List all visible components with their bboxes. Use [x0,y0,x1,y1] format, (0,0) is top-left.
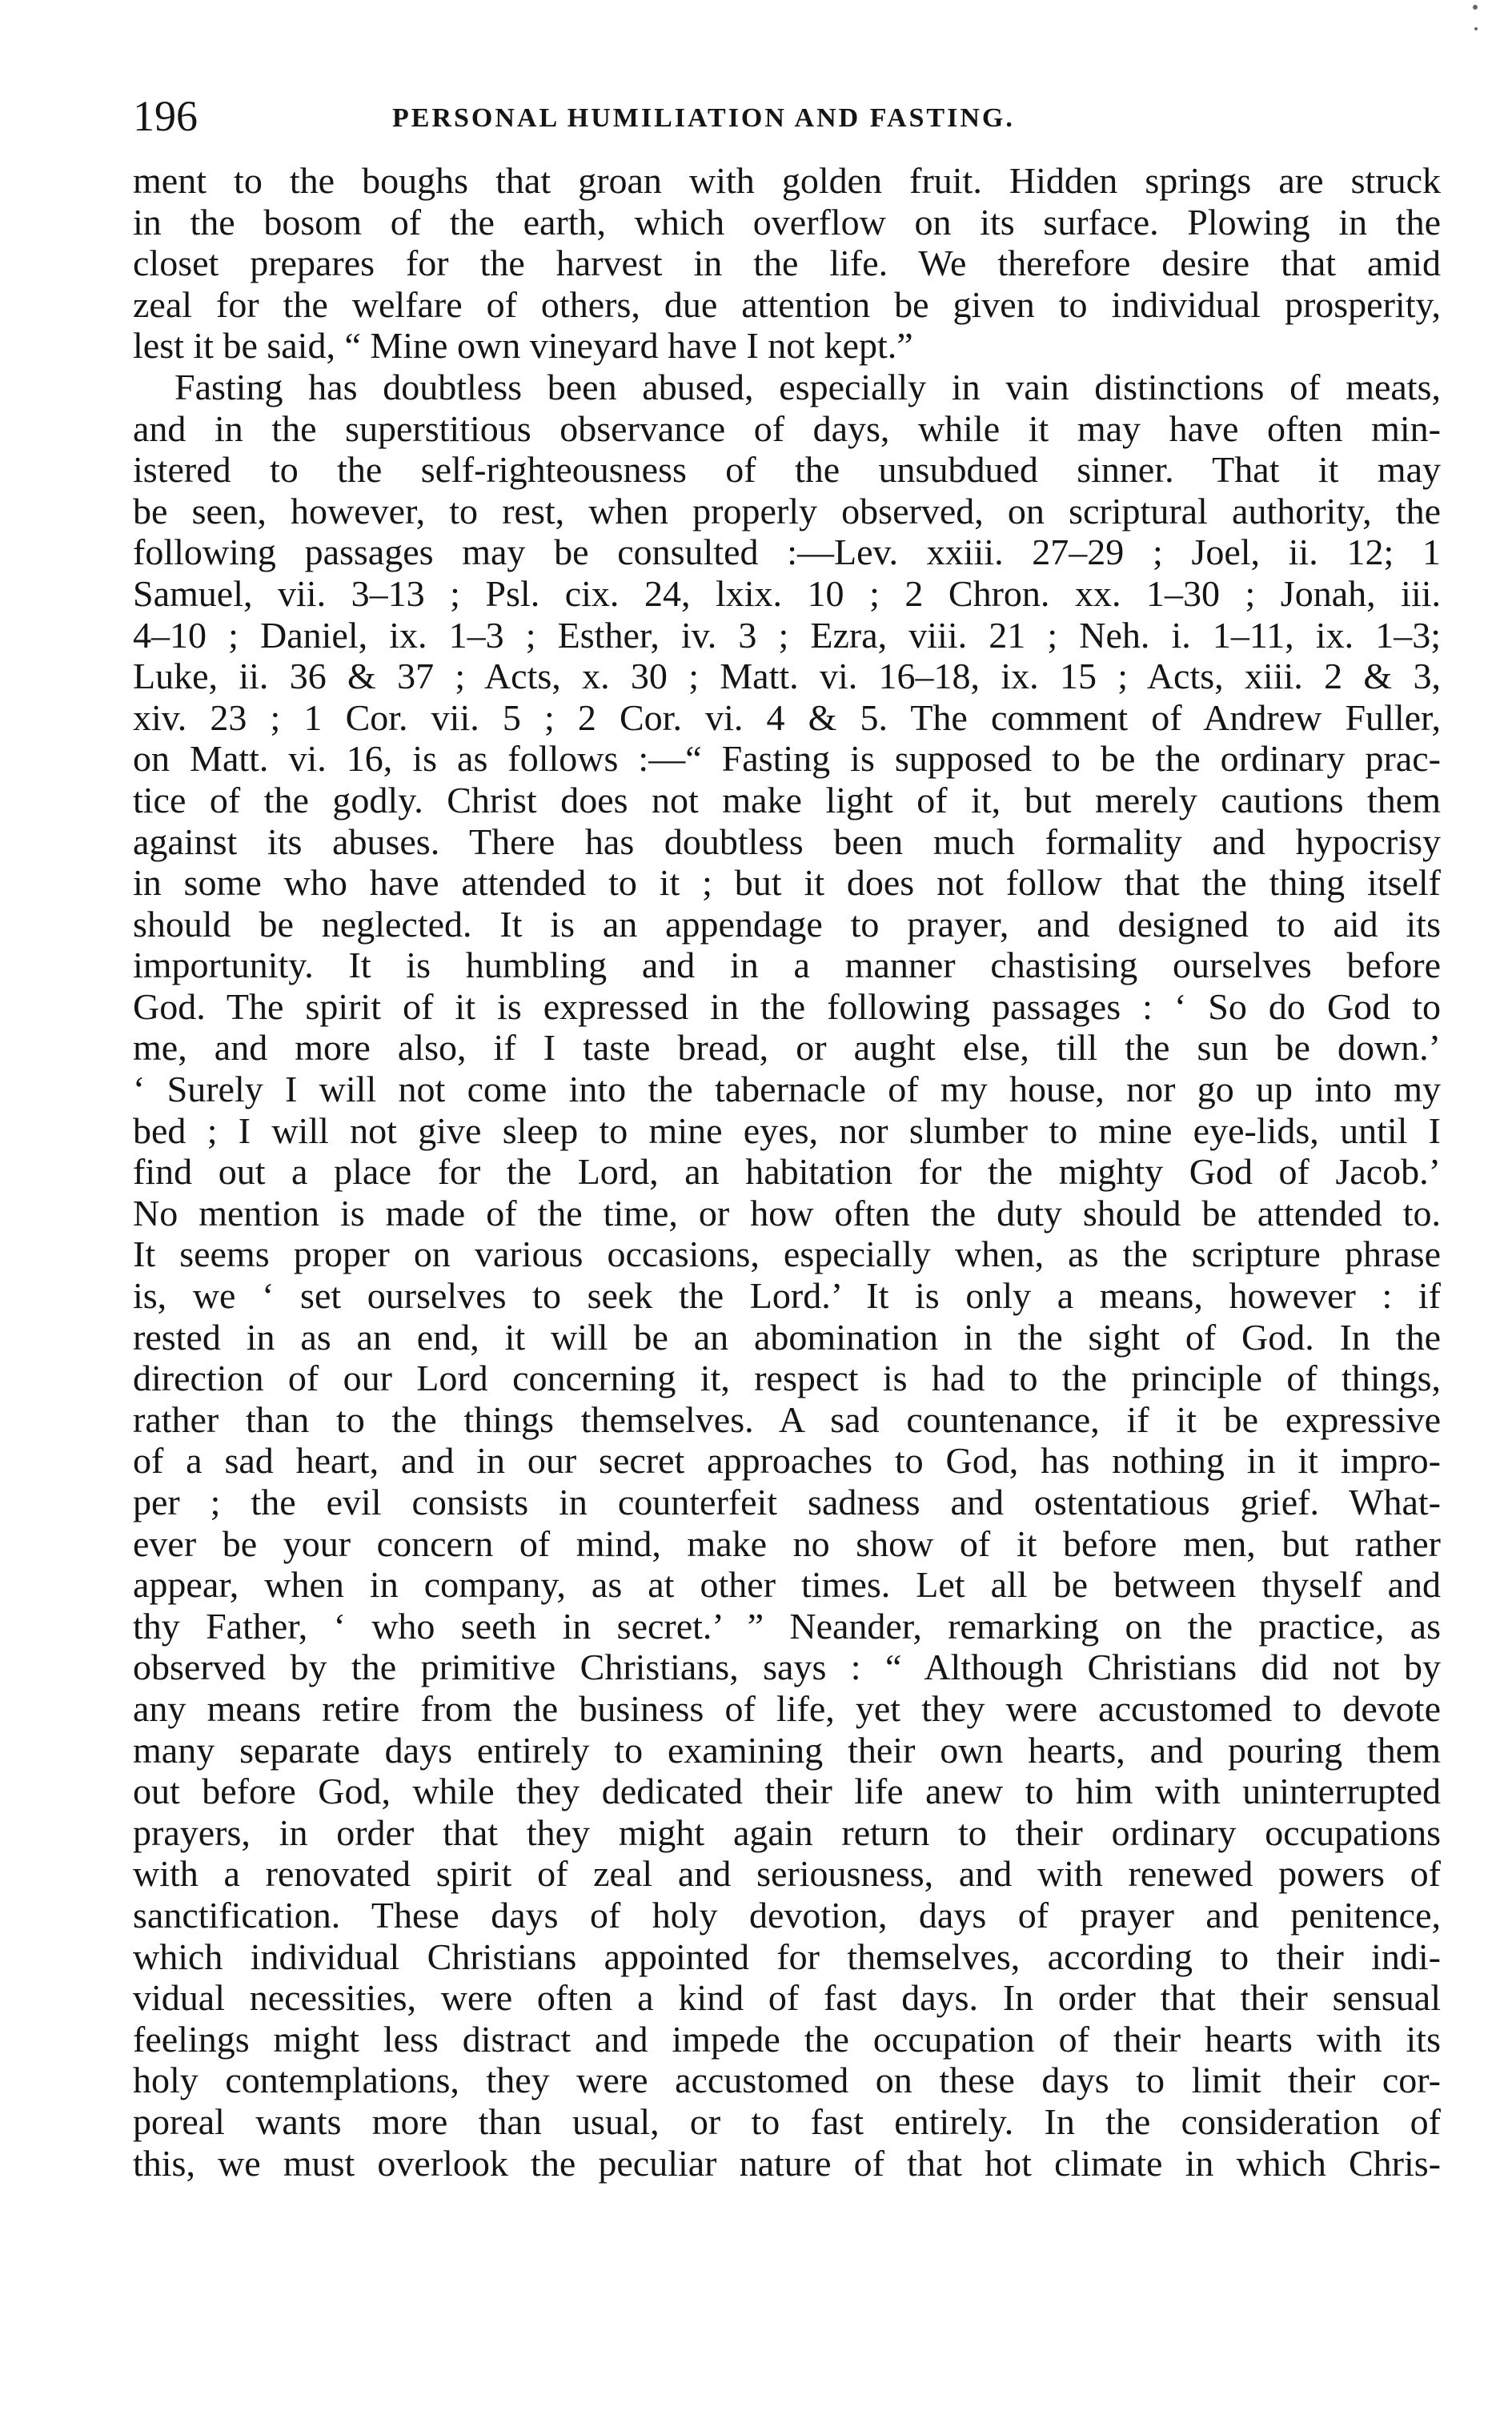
text-line: rather than to the things themselves. A sad countenance, if it be expressive [133,1398,1441,1440]
text-line: 4–10 ; Daniel, ix. 1–3 ; Esther, iv. 3 ; Ezra, viii. 21 ; Neh. i. 1–11, ix. 1–3; [133,614,1441,656]
text-line: lest it be said, “ Mine own vineyard have I not kept.” [133,325,913,367]
text-line: xiv. 23 ; 1 Cor. vii. 5 ; 2 Cor. vi. 4 & 5. The comment of Andrew Fuller, [133,696,1441,738]
text-line: any means retire from the business of life, yet they were accustomed to devote [133,1687,1441,1729]
text-line: ‘ Surely I will not come into the tabernacle of my house, nor go up into my [133,1069,1441,1110]
body-text [133,160,1441,2184]
page-header [128,88,1441,144]
text-line: closet prepares for the harvest in the life. We therefore desire that amid [133,243,1441,284]
text-line: God. The spirit of it is expressed in the following passages : ‘ So do God to [133,985,1441,1027]
text-line: tice of the godly. Christ does not make light of it, but merely cautions them [133,779,1441,820]
text-line: zeal for the welfare of others, due attention be given to individual prosperity, [133,283,1441,325]
text-line: sanctification. These days of holy devotion, days of prayer and penitence, [133,1894,1441,1936]
text-line: per ; the evil consists in counterfeit sadness and ostentatious grief. What- [133,1482,1441,1522]
text-line: should be neglected. It is an appendage to prayer, and designed to aid its [133,903,1441,945]
text-line: vidual necessities, were often a kind of fast days. In order that their sensual [133,1977,1441,2019]
text-line: be seen, however, to rest, when properly observed, on scriptural authority, the [133,490,1441,532]
text-line: and in the superstitious observance of days, while it may have often min- [133,407,1441,449]
text-line: direction of our Lord concerning it, respect is had to the principle of things, [133,1358,1441,1399]
text-line: Samuel, vii. 3–13 ; Psl. cix. 24, lxix. 10 ; 2 Chron. xx. 1–30 ; Jonah, iii. [133,572,1441,614]
text-line: importunity. It is humbling and in a manner chastising ourselves before [133,945,1441,986]
text-line: observed by the primitive Christians, says : “ Although Christians did not by [133,1647,1441,1688]
page-number: 196 [133,92,198,140]
text-line: me, and more also, if I taste bread, or aught else, till the sun be down.’ [133,1027,1441,1069]
text-line: bed ; I will not give sleep to mine eyes, nor slumber to mine eye-lids, until I [133,1109,1441,1151]
text-line: in the bosom of the earth, which overflow on its surface. Plowing in the [133,201,1441,243]
text-line: Fasting has doubtless been abused, especially in vain distinctions of meats, [174,366,1441,407]
text-line: on Matt. vi. 16, is as follows :—“ Fasting is supposed to be the ordinary prac- [133,738,1441,780]
text-line: is, we ‘ set ourselves to seek the Lord.’ It is only a means, however : if [133,1275,1441,1317]
text-line: appear, when in company, as at other times. Let all be between thyself and [133,1564,1441,1606]
text-line: out before God, while they dedicated their life anew to him with uninterrupted [133,1771,1441,1812]
text-line: following passages may be consulted :—Lev. xxiii. 27–29 ; Joel, ii. 12; 1 [133,532,1441,573]
text-line: poreal wants more than usual, or to fast entirely. In the consideration of [133,2100,1441,2142]
text-line: No mention is made of the time, or how often the duty should be attended to. [133,1192,1441,1234]
text-line: istered to the self-righteousness of the unsubdued sinner. That it may [133,449,1441,491]
text-line: holy contemplations, they were accustomed on these days to limit their cor- [133,2060,1441,2101]
margin-speck [1473,5,1478,10]
text-line: Luke, ii. 36 & 37 ; Acts, x. 30 ; Matt. vi. 16–18, ix. 15 ; Acts, xiii. 2 & 3, [133,656,1441,697]
text-line: prayers, in order that they might again return to their ordinary occupations [133,1811,1441,1853]
text-line: against its abuses. There has doubtless been much formality and hypocrisy [133,820,1441,862]
text-line: in some who have attended to it ; but it does not follow that the thing itself [133,862,1441,904]
running-title: PERSONAL HUMILIATION AND FASTING. [392,103,1015,133]
text-line: this, we must overlook the peculiar nature of that hot climate in which Chris- [133,2142,1441,2184]
text-line: ment to the boughs that groan with golden fruit. Hidden springs are struck [133,160,1441,201]
text-line: which individual Christians appointed for themselves, according to their indi- [133,1936,1441,1977]
text-line: with a renovated spirit of zeal and seriousness, and with renewed powers of [133,1853,1441,1895]
text-line: find out a place for the Lord, an habitation for the mighty God of Jacob.’ [133,1151,1441,1193]
text-line: It seems proper on various occasions, especially when, as the scripture phrase [133,1234,1441,1275]
text-line: ever be your concern of mind, make no show of it before men, but rather [133,1522,1441,1564]
text-line: many separate days entirely to examining their own hearts, and pouring them [133,1729,1441,1771]
margin-speck [1474,27,1478,30]
text-line: of a sad heart, and in our secret approaches to God, has nothing in it impro- [133,1440,1441,1482]
text-line: rested in as an end, it will be an abomination in the sight of God. In the [133,1316,1441,1358]
text-line: thy Father, ‘ who seeth in secret.’ ” Neander, remarking on the practice, as [133,1605,1441,1647]
text-line: feelings might less distract and impede the occupation of their hearts with its [133,2018,1441,2060]
